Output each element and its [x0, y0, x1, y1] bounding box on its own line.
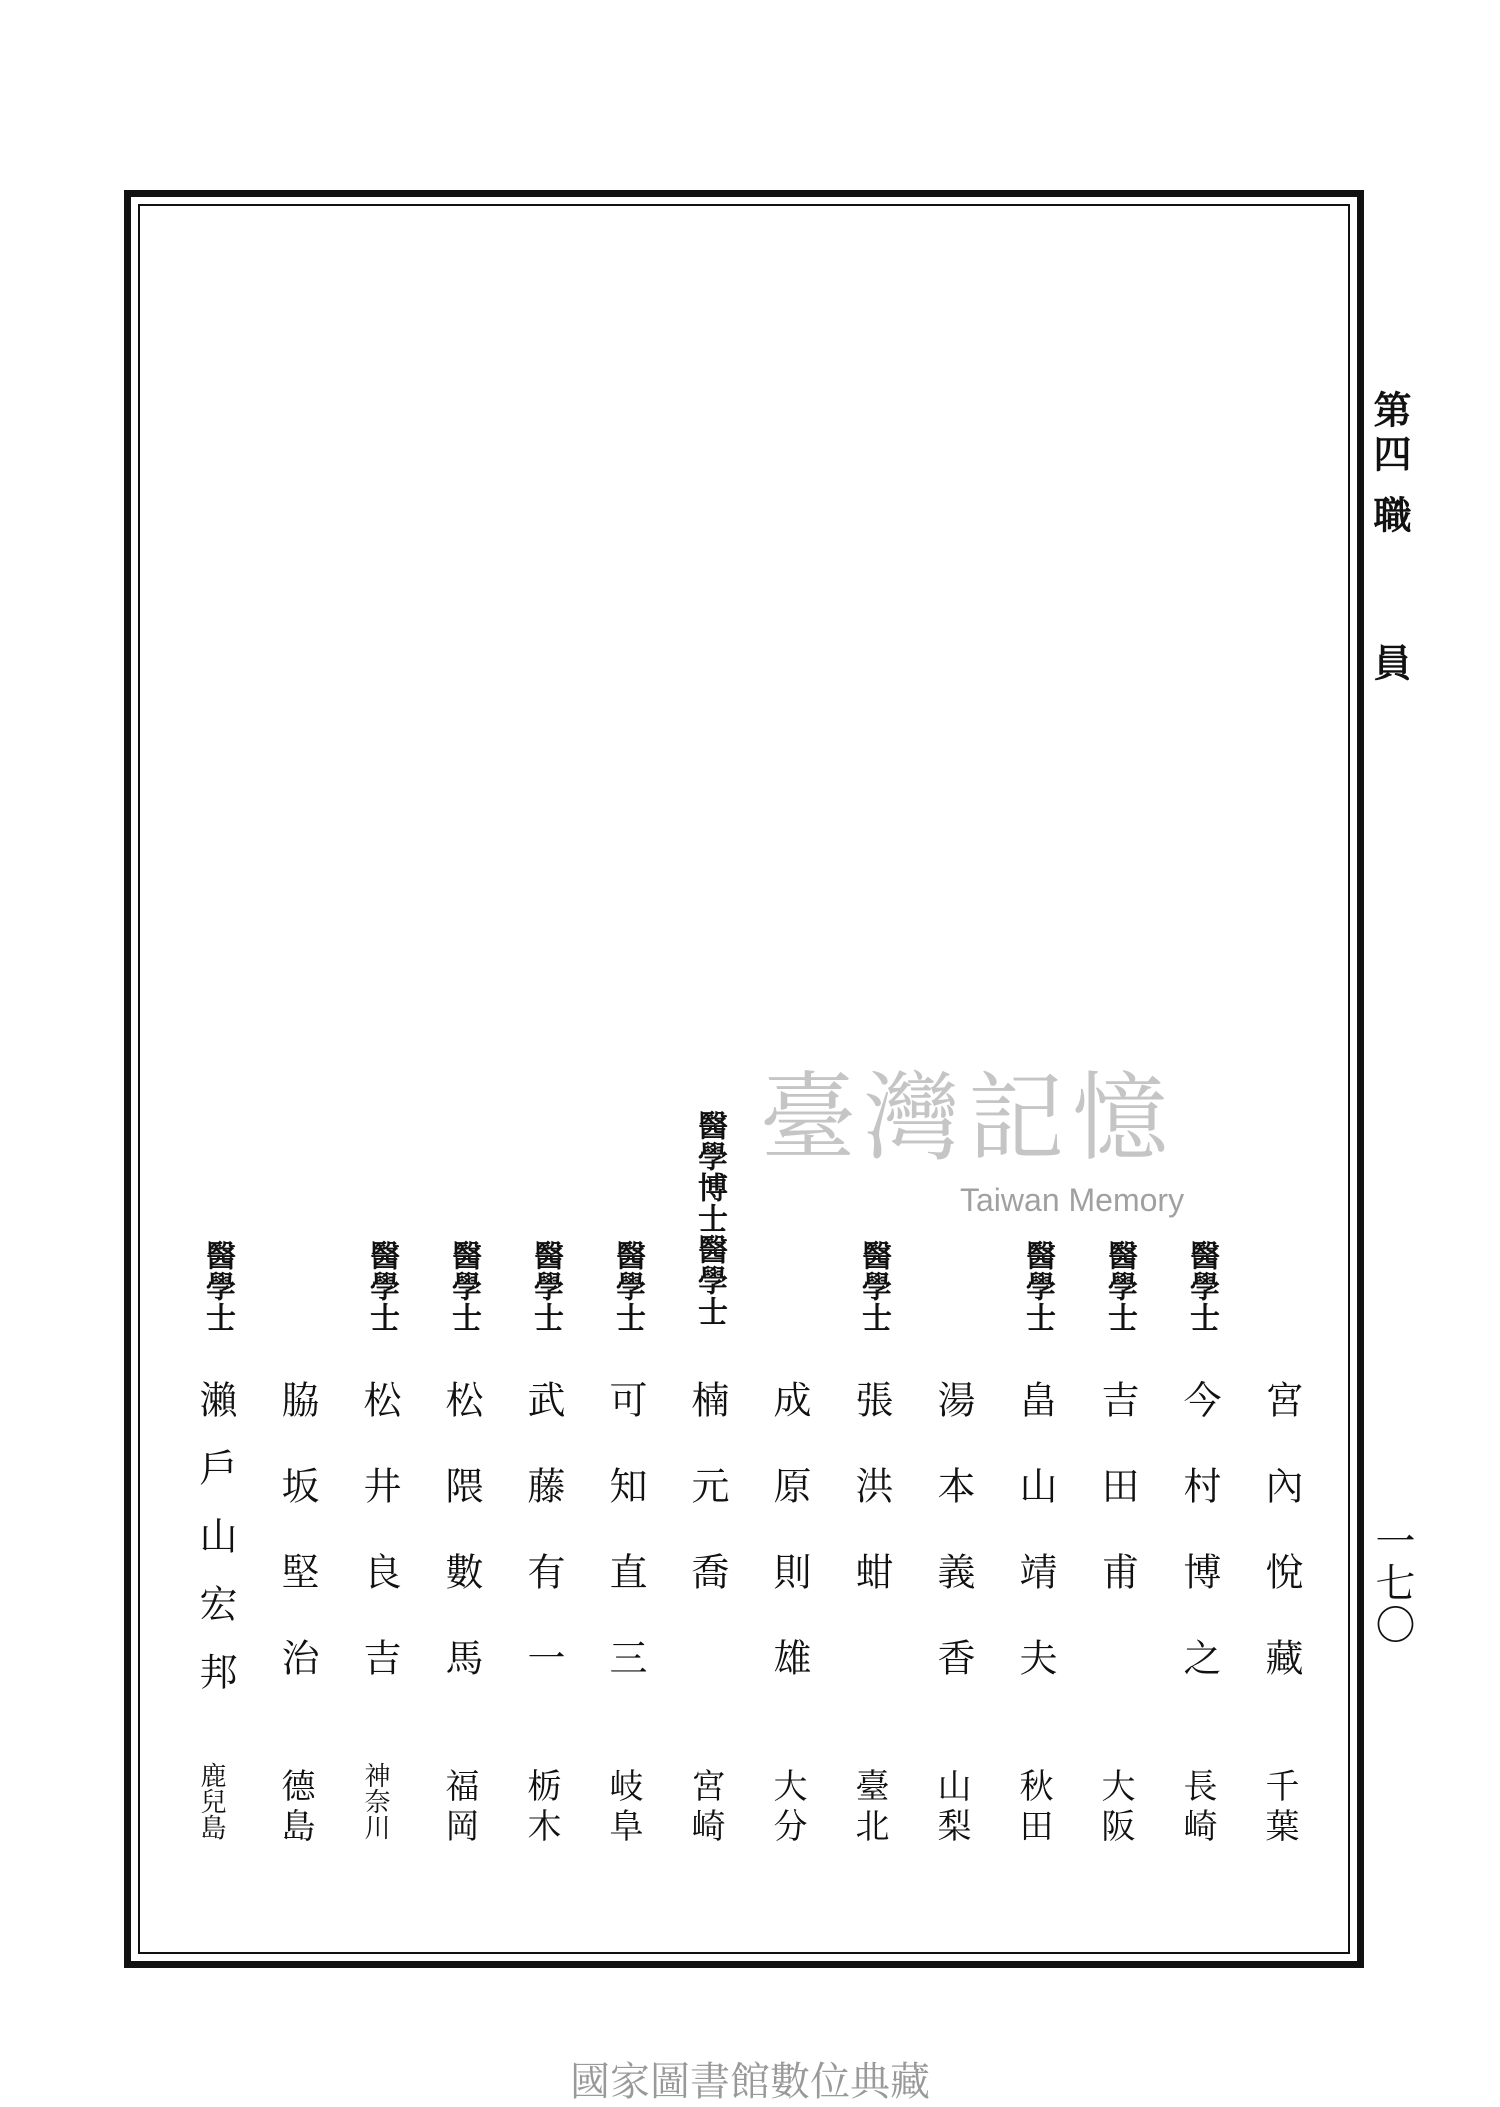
staff-name: 松隈數馬 — [439, 1380, 483, 1724]
degree-label: 醫學士 — [1102, 1240, 1137, 1333]
degree-label: 醫學士 — [856, 1240, 891, 1333]
staff-name: 瀨戶山宏邦 — [193, 1380, 237, 1720]
prefecture-label: 岐阜 — [603, 1768, 643, 1848]
page-number: 一七〇 — [1369, 1520, 1415, 1646]
prefecture-label: 德島 — [275, 1768, 315, 1848]
prefecture-label: 山梨 — [931, 1768, 971, 1848]
degree-label: 醫學博士醫學士 — [692, 1110, 727, 1327]
degree-label: 醫學士 — [1020, 1240, 1055, 1333]
staff-name: 畠山靖夫 — [1013, 1380, 1057, 1724]
prefecture-label: 神奈川 — [360, 1762, 390, 1840]
prefecture-label: 秋田 — [1013, 1768, 1053, 1848]
staff-name: 松井良吉 — [357, 1380, 401, 1724]
staff-name: 脇坂堅治 — [275, 1380, 319, 1724]
degree-label: 醫學士 — [610, 1240, 645, 1333]
staff-name: 張洪蚶 — [849, 1380, 893, 1638]
section-heading: 職員 — [1367, 495, 1412, 791]
staff-name: 楠元喬 — [685, 1380, 729, 1638]
staff-name: 今村博之 — [1177, 1380, 1221, 1724]
prefecture-label: 福岡 — [439, 1768, 479, 1848]
degree-label: 醫學士 — [446, 1240, 481, 1333]
degree-label: 醫學士 — [364, 1240, 399, 1333]
watermark-logo-text: 臺灣記憶 — [760, 1062, 1176, 1174]
staff-name: 武藤有一 — [521, 1380, 565, 1724]
staff-name: 湯本義香 — [931, 1380, 975, 1724]
staff-name: 宮內悅藏 — [1259, 1380, 1303, 1724]
prefecture-label: 千葉 — [1259, 1768, 1299, 1848]
degree-label: 醫學士 — [528, 1240, 563, 1333]
footer-credit: 國家圖書館數位典藏 — [570, 2059, 930, 2105]
prefecture-label: 栃木 — [521, 1768, 561, 1848]
staff-entry — [685, 1110, 744, 1760]
staff-name: 可知直三 — [603, 1380, 647, 1724]
chapter-heading: 第四 — [1367, 390, 1412, 478]
prefecture-label: 大阪 — [1095, 1768, 1135, 1848]
prefecture-label: 大分 — [767, 1768, 807, 1848]
staff-name: 吉田甫 — [1095, 1380, 1139, 1638]
prefecture-label: 鹿兒島 — [196, 1762, 226, 1840]
prefecture-label: 長崎 — [1177, 1768, 1217, 1848]
degree-label: 醫學士 — [1184, 1240, 1219, 1333]
prefecture-label: 宮崎 — [685, 1768, 725, 1848]
degree-label: 醫學士 — [200, 1240, 235, 1333]
watermark-english-text: Taiwan Memory — [960, 1182, 1185, 1218]
staff-name: 成原則雄 — [767, 1380, 811, 1724]
prefecture-label: 臺北 — [849, 1768, 889, 1848]
